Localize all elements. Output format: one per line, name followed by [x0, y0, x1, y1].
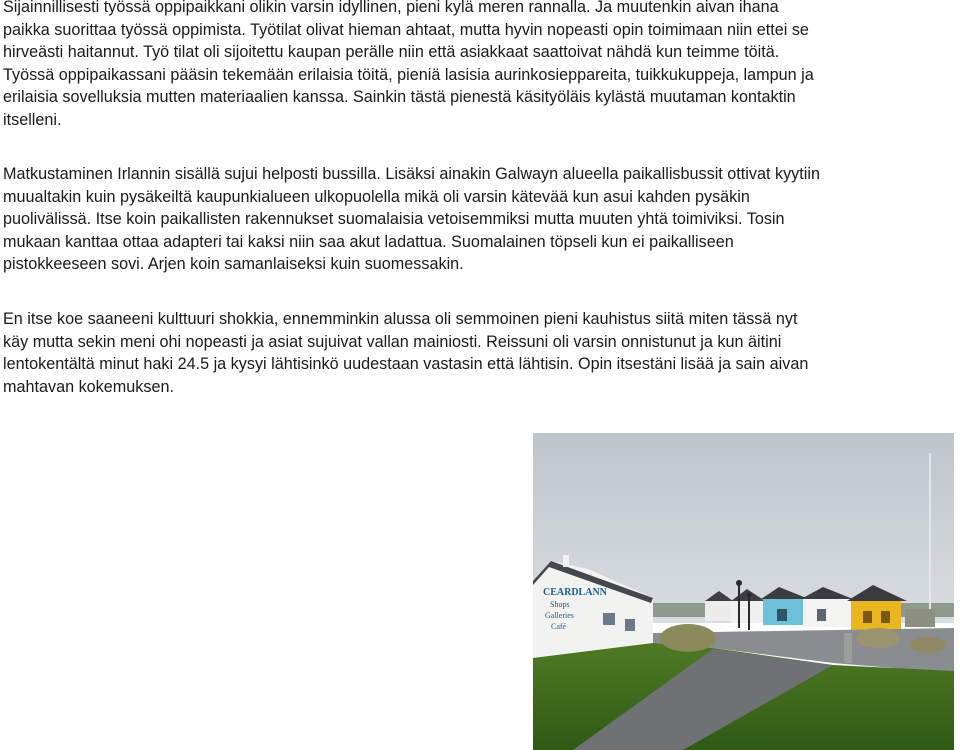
sign-text: CEARDLANN [543, 587, 607, 598]
paragraph-culture [3, 308, 958, 398]
paragraph-travel [3, 163, 958, 276]
text-line: käy mutta sekin meni ohi nopeasti ja asiat sujuivat vallan mainiosti. Reissuni oli varsin onnistunut ja kun äitini [3, 332, 782, 351]
text-line: hirveästi haitannut. Työ tilat oli sijoitettu kaupan perälle niin että asiakkaat saattoivat nähdä kun teimme töitä. [3, 43, 780, 62]
text-line: itselleni. [3, 110, 62, 129]
pole [929, 453, 931, 628]
text-line: Työssä oppipaikassani pääsin tekemään erilaisia töitä, pieniä lasisia aurinkosieppareita, tuikkukuppeja, lampun ja [3, 65, 814, 84]
sign-text: Galleries [545, 611, 574, 620]
grass-tuft [856, 628, 900, 648]
village-photo-illustration [533, 433, 954, 750]
text-line: Matkustaminen Irlannin sisällä sujui helposti bussilla. Lisäksi ainakin Galwayn alueella paikallisbussit ottivat kyytiin [3, 165, 820, 183]
grass-tuft [660, 624, 716, 652]
text-line: erilaisia sovelluksia mutten materiaalien kanssa. Sainkin tästä pienestä käsityöläis kylästä muutaman kontaktin [3, 88, 796, 107]
stone-marker [844, 633, 852, 663]
text-line: mukaan kanttaa ottaa adapteri tai kaksi niin saa akut ladattua. Suomalainen töpseli kun ei paikalliseen [3, 232, 734, 251]
paragraph-workplace [3, 0, 958, 132]
text-line: puolivälissä. Itse koin paikallisten rakennukset suomalaisia vetoisemmiksi mutta muuten yhtä toimiviksi. Tosin [3, 210, 785, 229]
text-line: lentokentältä minut haki 24.5 ja kysyi lähtisinkö uudestaan vastasin että lähtisin. Opin itsestäni lisää ja sain aivan [3, 355, 809, 374]
sign-text: Café [551, 622, 567, 631]
text-line: En itse koe saaneeni kulttuuri shokkia, ennemminkin alussa oli semmoinen pieni kauhistus siitä miten tässä nyt [3, 310, 798, 328]
text-line: pistokkeeseen sovi. Arjen koin samanlaiseksi kuin suomessakin. [3, 255, 464, 274]
sign-text: Shops [550, 600, 570, 609]
text-line: paikka suorittaa työssä oppimista. Työtilat olivat hieman ahtaat, mutta hyvin nopeasti opin toimimaan niin ettei se [3, 20, 809, 39]
text-line: Sijainnillisesti työssä oppipaikkani olikin varsin idyllinen, pieni kylä meren rannalla. Ja muutenkin aivan ihana [3, 0, 779, 16]
grass-tuft [910, 637, 946, 653]
text-line: mahtavan kokemuksen. [3, 377, 174, 396]
text-line: muualtakin kuin pysäkeiltä kaupunkialueen ulkopuolella mikä oli varsin kätevää kun asui kahden pysäkin [3, 187, 750, 206]
village-photo [533, 433, 954, 750]
